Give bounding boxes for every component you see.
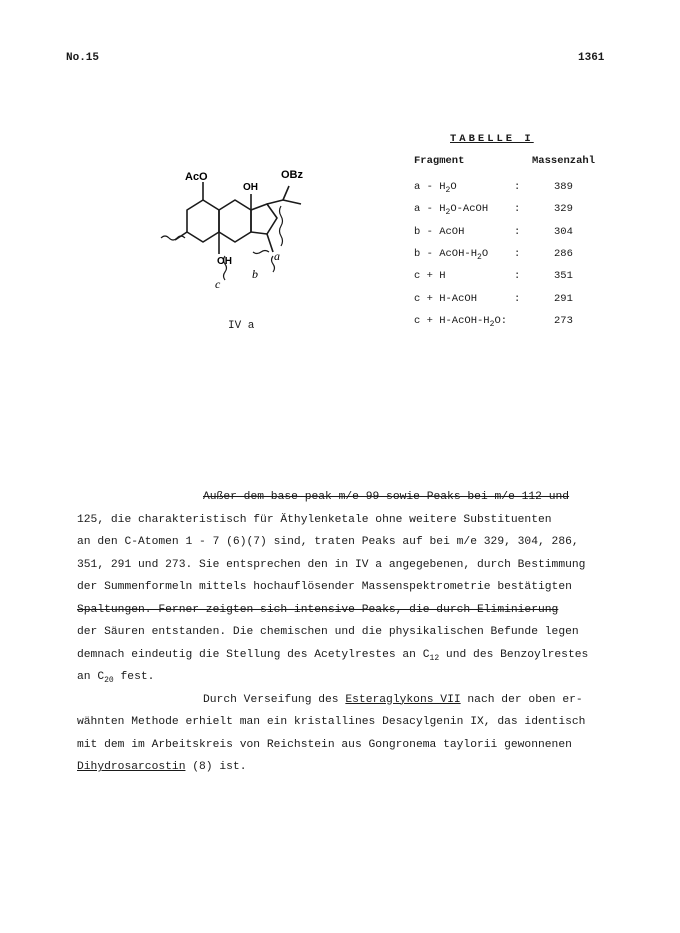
column-header-mass: Massenzahl	[532, 155, 596, 167]
paragraph-line: der Säuren entstanden. Die chemischen und die physikalischen Befunde legen	[77, 626, 579, 638]
ring-b	[219, 200, 251, 242]
fragment-cell: c + H-AcOH	[414, 292, 478, 305]
cleavage-line-c-left	[161, 236, 185, 240]
fragment-cell: b - AcOH-$H_2O$	[414, 247, 489, 262]
mass-value-cell: 304	[554, 225, 573, 238]
cleavage-line-side	[280, 206, 283, 246]
paragraph-line: an den C-Atomen 1 - 7 (6)(7) sind, traten Peaks auf bei m/e 329, 304, 286,	[77, 536, 579, 548]
issue-number: No.15	[66, 52, 100, 64]
fragment-cell: c + H	[414, 270, 446, 283]
label-oh-top: OH	[243, 182, 258, 193]
fragment-cell: $c + H-AcOH-H_2O$:	[414, 314, 508, 329]
separator-colon: :	[514, 247, 521, 260]
label-obz: OBz	[281, 169, 303, 181]
paragraph-line	[77, 666, 637, 689]
text-run: fest.	[113, 671, 155, 683]
underlined-term: Esteraglykons VII	[345, 693, 461, 706]
structure-label: IV a	[228, 320, 255, 332]
fragment-cell: a - $H_2O$-AcOH	[414, 203, 489, 218]
paragraph-line	[77, 644, 637, 667]
table-row	[414, 248, 624, 268]
fragment-cell: b - AcOH	[414, 225, 465, 238]
table-row	[414, 181, 624, 201]
label-oh-bottom: OH	[217, 256, 232, 267]
text-run: Durch Verseifung des	[203, 693, 346, 706]
text-run: an C	[77, 671, 105, 683]
text-run: (8) ist.	[185, 761, 247, 773]
cleavage-line-b	[253, 251, 269, 254]
chemical-structure-iv-a	[155, 160, 330, 305]
mass-value-cell: 286	[554, 247, 573, 260]
mass-value-cell: 291	[554, 292, 573, 305]
fragment-cell: a - $H_2O$	[414, 181, 457, 195]
table-row	[414, 270, 624, 290]
table-row	[414, 315, 624, 335]
mass-value-cell: 389	[554, 181, 573, 193]
mass-value-cell: 273	[554, 314, 573, 327]
page-number: 1361	[578, 52, 605, 64]
paragraph-line: 351, 291 und 273. Sie entsprechen den in IV a angegebenen, durch Bestimmung	[77, 558, 586, 571]
paragraph-line	[77, 756, 637, 779]
mass-value-cell: 329	[554, 203, 573, 216]
ring-a	[187, 200, 219, 242]
separator-colon: :	[514, 225, 521, 238]
paragraph-line: 125, die charakteristisch für Äthylenketale ohne weitere Substituenten	[77, 513, 552, 526]
table-title: TABELLE I	[450, 133, 534, 145]
paragraph-line: wähnten Methode erhielt man ein kristallines Desacylgenin IX, das identisch	[77, 716, 586, 728]
table-row	[414, 293, 624, 313]
separator-colon: :	[514, 292, 521, 305]
subscript: 20	[104, 676, 114, 685]
text-run: nach der oben er-	[460, 693, 583, 706]
table-row	[414, 226, 624, 246]
underlined-term: Dihydrosarcostin	[77, 761, 186, 773]
separator-colon: :	[514, 203, 521, 216]
cleavage-label-b: b	[252, 267, 258, 281]
paragraph-line: der Summenformeln mittels hochauflösender Massenspektrometrie bestätigten	[77, 581, 572, 593]
ring-d	[251, 204, 277, 234]
column-header-fragment: Fragment	[414, 155, 465, 167]
paragraph-line: Außer dem base peak m/e 99 sowie Peaks bei m/e 112 und	[203, 491, 570, 503]
body-text	[77, 486, 637, 779]
cleavage-label-a: a	[274, 249, 280, 263]
paragraph-line: mit dem im Arbeitskreis von Reichstein aus Gongronema taylorii gewonnenen	[77, 738, 572, 751]
mass-value-cell: 351	[554, 270, 573, 283]
text-run: demnach eindeutig die Stellung des Acetylrestes an C	[77, 648, 430, 661]
subscript: 12	[429, 653, 440, 663]
text-run: und des Benzoylrestes	[439, 648, 589, 661]
paragraph-line: Spaltungen. Ferner zeigten sich intensive Peaks, die durch Eliminierung	[77, 603, 559, 616]
separator-colon: :	[514, 181, 521, 193]
label-aco: AcO	[185, 171, 208, 183]
separator-colon: :	[514, 270, 521, 283]
paragraph-line	[77, 689, 637, 712]
table-row	[414, 203, 624, 223]
cleavage-label-c: c	[215, 277, 221, 291]
